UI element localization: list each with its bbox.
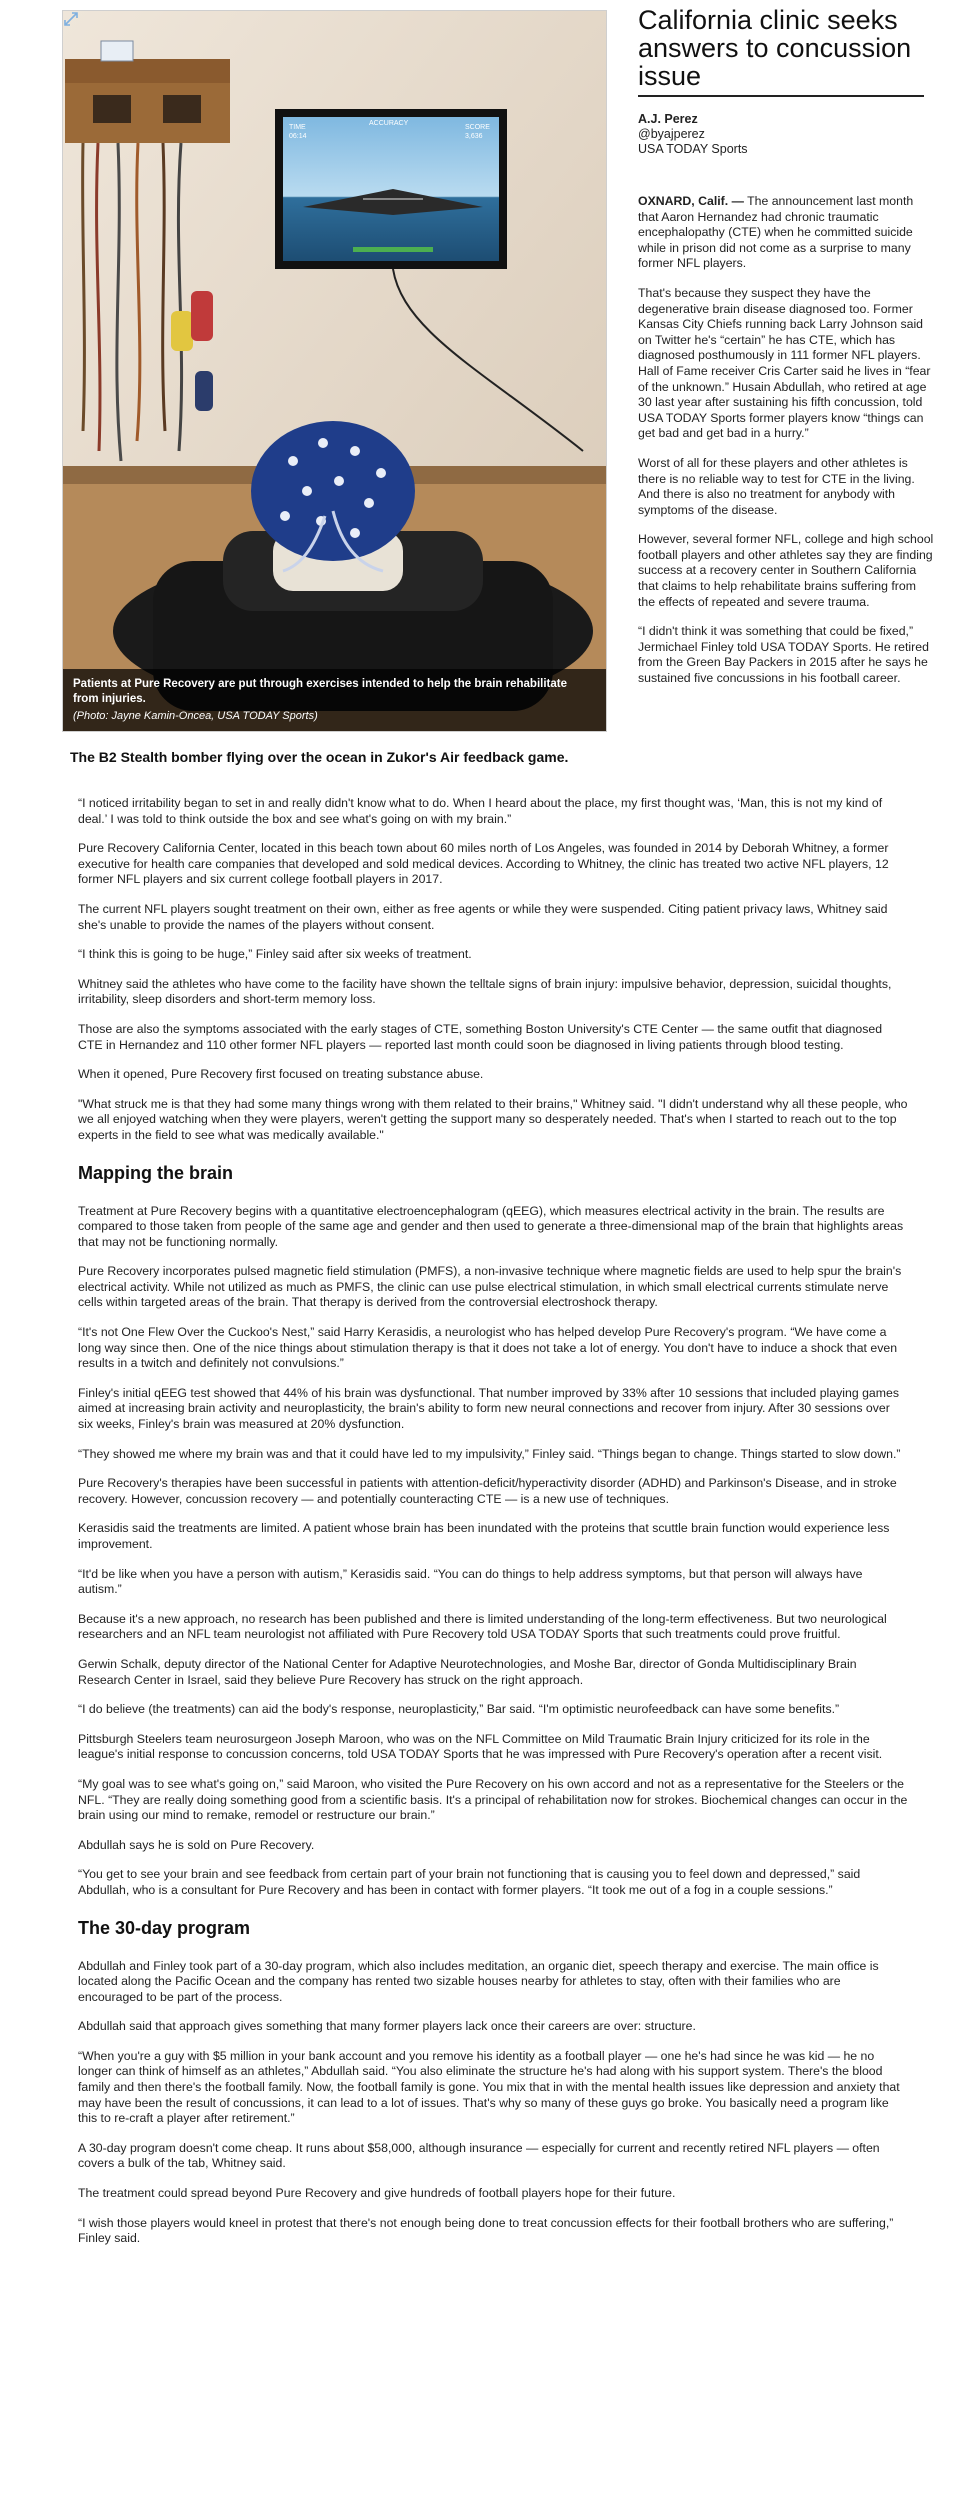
hud-time-label: TIME (289, 124, 306, 131)
body-paragraph: When it opened, Pure Recovery first focused on treating substance abuse. (78, 1067, 484, 1082)
section-heading-mapping: Mapping the brain (78, 1162, 233, 1183)
body-paragraph: Treatment at Pure Recovery begins with a quantitative electroencephalogram (qEEG), which measures electrical activity in the brain. The results are compared to those taken from people of the same age and gender and then used to generate a three-dimensional map of the brain that highlights areas that may not be functioning normally. (78, 1203, 904, 1249)
body-paragraph: “I wish those players would kneel in protest that there's not enough being done to treat concussion effects for their football brothers who are suffering,” Finley said. (78, 2215, 894, 2246)
body-paragraph: Finley's initial qEEG test showed that 44% of his brain was dysfunctional. That number improved by 33% after 10 sessions that included playing games aimed at increasing brain activity and neuroplasticity, the brain's ability to form new neural connections and recover from injury. After 30 sessions over six weeks, Finley's brain was measured at 20% dysfunction. (78, 1385, 899, 1432)
body-paragraph: Because it's a new approach, no research has been published and there is limited understanding of the long-term effectiveness. But two neurological researchers and an NFL team neurologist not affiliated with Pure Recovery told USA TODAY Sports that such treatments could prove fruitful. (78, 1611, 887, 1642)
body-paragraph: “It's not One Flew Over the Cuckoo's Nest,” said Harry Kerasidis, a neurologist who has helped develop Pure Recovery's program. “We have come a long way since then. One of the nice things about stimulation therapy is that it does not take a lot of energy. You don't have to induce a shock that even results in a twitch and definitely not convulsions.” (78, 1325, 898, 1371)
body-paragraph: Those are also the symptoms associated with the early stages of CTE, something Boston University's CTE Center — the same outfit that diagnosed CTE in Hernandez and 110 other former NFL players — reported last month could soon be diagnosed in living patients through blood testing. (78, 1021, 883, 1052)
author-name: A.J. Perez (638, 112, 698, 126)
body-paragraph: “I think this is going to be huge,” Finley said after six weeks of treatment. (78, 947, 472, 962)
dateline: OXNARD, Calif. — (638, 194, 744, 208)
body-paragraph: Pure Recovery incorporates pulsed magnetic field stimulation (PMFS), a non-invasive technique where magnetic fields are used to help spur the brain's electrical activity. While not utilized as much as PMFS, the clinic can use pulse electrical stimulation, in which small electrical currents stimulate nerve cells within targeted areas of the brain. That therapy is derived from the controversial electroshock therapy. (78, 1264, 902, 1310)
article-body (78, 796, 908, 2261)
author-handle[interactable]: @byajperez (638, 127, 705, 141)
body-paragraph: “You get to see your brain and see feedback from certain part of your brain not functioning that is causing you to feel down and depressed,” said Abdullah, who is a consultant for Pure Recovery and has been in contact with former players. “It took me out of a fog in a couple sessions.” (78, 1867, 861, 1897)
body-paragraph: “I do believe (the treatments) can aid the body's response, neuroplasticity,” Bar said. “I'm optimistic neurofeedback can have some benefits.” (78, 1702, 840, 1717)
byline (638, 112, 928, 157)
photo-caption-overlay (63, 669, 606, 731)
hud-time-value: 06:14 (289, 133, 307, 140)
article-headline: California clinic seeks answers to concussion issue (638, 5, 912, 91)
expand-icon[interactable] (63, 11, 79, 27)
article-intro-column (638, 194, 934, 701)
headline-divider (638, 95, 924, 97)
body-paragraph: “My goal was to see what's going on,” said Maroon, who visited the Pure Recovery on his own accord and not as a representative for the Steelers or the NFL. “They are really doing something good from a scientific basis. It's a principal of rehabilitation now for strokes. Biochemical changes can occur in the brain using our mind to remake, remodel or restructure our brain.” (78, 1776, 908, 1823)
body-paragraph: A 30-day program doesn't come cheap. It runs about $58,000, although insurance — especially for current and recently retired NFL players — often covers a bulk of the tab, Whitney said. (78, 2140, 880, 2171)
body-paragraph: That's because they suspect they have the degenerative brain disease diagnosed too. Former Kansas City Chiefs running back Larry Johnson said on Twitter he's “certain” he has CTE, which has diagnosed posthumously in 111 former NFL players. Hall of Fame receiver Cris Carter said he lives in “fear of the unknown.” Husain Abdullah, who retired at age 30 last year after sustaining his fifth concussion, told USA TODAY Sports former players know “things can get bad and get bad in a hurry.” (638, 285, 931, 441)
lead-paragraph (638, 194, 934, 272)
photo-caption-below: The B2 Stealth bomber flying over the ocean in Zukor's Air feedback game. (70, 749, 569, 765)
body-paragraph: “I didn't think it was something that could be fixed,” Jermichael Finley told USA TODAY Sports. He retired from the Green Bay Packers in 2015 after he says he sustained five concussions in his football career. (638, 624, 929, 686)
author-outlet: USA TODAY Sports (638, 142, 748, 156)
body-paragraph: Gerwin Schalk, deputy director of the National Center for Adaptive Neurotechnologies, and Moshe Bar, director of Gonda Multidisciplinary Brain Research Center in Israel, said they believe Pure Recovery has struck on the right approach. (78, 1656, 857, 1687)
body-paragraph: Pure Recovery's therapies have been successful in patients with attention-deficit/hyperactivity disorder (ADHD) and Parkinson's Disease, and in stroke recovery. However, concussion recovery — and potentially counteracting CTE — is a new use of techniques. (78, 1476, 897, 1506)
hud-accuracy-label: ACCURACY (369, 120, 409, 127)
body-paragraph: Abdullah says he is sold on Pure Recovery. (78, 1837, 315, 1852)
body-paragraph: The current NFL players sought treatment on their own, either as free agents or while they were suspended. Citing patient privacy laws, Whitney said she's unable to provide the names of the players without consent. (78, 901, 888, 932)
body-paragraph: “I noticed irritability began to set in and really didn't know what to do. When I heard about the place, my first thought was, ‘Man, this is not my kind of deal.’ I was told to think outside the box and see what's going on with my brain.” (78, 796, 883, 826)
hud-score-value: 3,636 (465, 133, 483, 140)
body-paragraph: Pittsburgh Steelers team neurosurgeon Joseph Maroon, who was on the NFL Committee on Mild Traumatic Brain Injury criticized for its role in the league's initial response to concussion concerns, told USA TODAY Sports that he was impressed with Pure Recovery's operation after a recent visit. (78, 1731, 883, 1762)
body-paragraph: Worst of all for these players and other athletes is there is no reliable way to test for CTE in the living. And there is also no treatment for anybody with symptoms of the disease. (638, 455, 915, 517)
body-paragraph: Abdullah and Finley took part of a 30-day program, which also includes meditation, an organic diet, speech therapy and exercise. The main office is located along the Pacific Ocean and the company has rented two sizable houses nearby for athletes to stay, often with their families who are encouraged to be part of the process. (78, 1958, 879, 2004)
hud-score-label: SCORE (465, 124, 490, 131)
photo-caption-text: Patients at Pure Recovery are put through exercises intended to help the brain rehabilitate from injuries. (73, 678, 567, 705)
body-paragraph: The treatment could spread beyond Pure Recovery and give hundreds of football players hope for their future. (78, 2186, 676, 2201)
body-paragraph: “They showed me where my brain was and that it could have led to my impulsivity,” Finley said. “Things began to change. Things started to slow down.” (78, 1446, 901, 1461)
article-photo[interactable] (62, 10, 607, 732)
body-paragraph: Kerasidis said the treatments are limited. A patient whose brain has been inundated with the proteins that scuttle brain function would experience less improvement. (78, 1521, 890, 1551)
body-paragraph: “When you're a guy with $5 million in your bank account and you remove his identity as a football player — one he's had since he was kid — he no longer can think of himself as an athletes,” Abdullah said. “You also eliminate the structure he's had along with his support system. There's the blood family and then there's the football family. Now, the football family is gone. You mix that in with the mental health issues like depression and anxiety that may have been the result of concussions, it can lead to a lot of issues. That's why so many of these guys go broke. You basically need a program like this to re-craft a player after retirement.” (78, 2048, 900, 2126)
lead-text: The announcement last month that Aaron Hernandez had chronic traumatic encephalopathy (CTE) when he committed suicide while in prison did not come as a surprise to many former NFL players. (638, 194, 914, 271)
body-paragraph: Abdullah said that approach gives something that many former players lack once their careers are over: structure. (78, 2019, 696, 2034)
section-heading-program: The 30-day program (78, 1917, 251, 1938)
body-paragraph: However, several former NFL, college and high school football players and other athletes say they are finding success at a recovery center in Southern California that claims to help rehabilitate brains suffering from the effects of repeated and severe trauma. (638, 532, 934, 609)
body-paragraph: Whitney said the athletes who have come to the facility have shown the telltale signs of brain injury: impulsive behavior, depression, suicidal thoughts, irritability, sleep disorders and short-term memory loss. (78, 976, 892, 1007)
body-paragraph: “It'd be like when you have a person with autism,” Kerasidis said. “You can do things to help address symptoms, but that person will always have autism.” (78, 1566, 863, 1597)
body-paragraph: "What struck me is that they had some many things wrong with them related to their brains," Whitney said. "I didn't understand why all these people, who we all enjoyed watching when they were players, weren't getting the support many so desperately needed. That's when I started to reach out to the top experts in the field to see what was medically available." (78, 1096, 908, 1142)
clinic-photo-illustration (63, 11, 607, 732)
body-paragraph: Pure Recovery California Center, located in this beach town about 60 miles north of Los Angeles, was founded in 2014 by Deborah Whitney, a former executive for health care companies that developed and sold medical devices. According to Whitney, the clinic has treated two active NFL players, 12 former NFL players and six current college football players in 2017. (78, 841, 889, 887)
photo-credit: (Photo: Jayne Kamin-Oncea, USA TODAY Sports) (73, 710, 318, 722)
